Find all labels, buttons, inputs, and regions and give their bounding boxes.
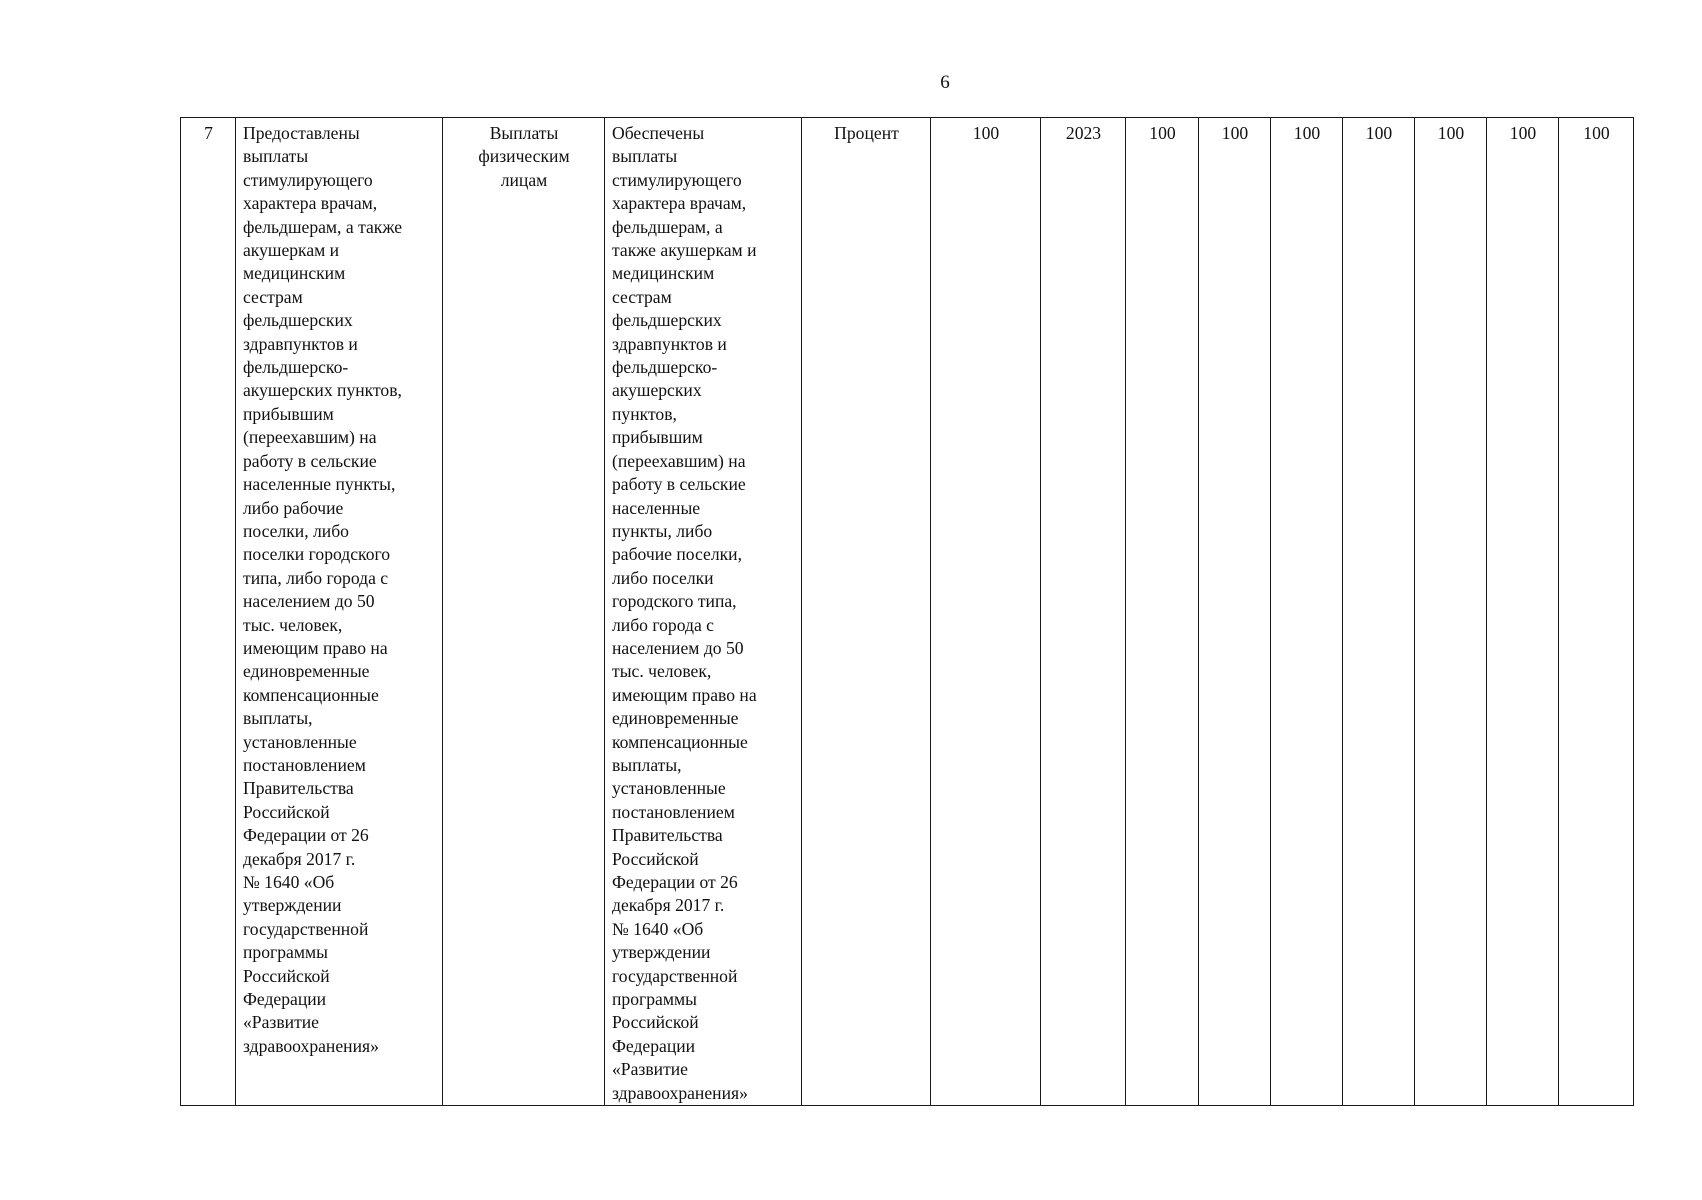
year-value-cell: 100 [1559, 118, 1634, 1106]
page-number: 6 [940, 72, 950, 93]
year-value-cell: 100 [1126, 118, 1199, 1106]
results-table [180, 117, 1634, 1106]
base-value-cell: 100 [931, 118, 1041, 1106]
unit-cell: Процент [802, 118, 931, 1106]
year-value-cell: 100 [1271, 118, 1343, 1106]
base-year-cell: 2023 [1041, 118, 1126, 1106]
year-value-cell: 100 [1487, 118, 1559, 1106]
result-type-cell: Выплаты физическим лицам [443, 118, 605, 1106]
year-value-cell: 100 [1343, 118, 1415, 1106]
table-row [181, 118, 1634, 1106]
year-value-cell: 100 [1199, 118, 1271, 1106]
row-index-cell: 7 [181, 118, 236, 1106]
result-name-cell: Предоставлены выплаты стимулирующего характера врачам, фельдшерам, а также акушеркам и медицинским сестрам фельдшерских здравпунктов и фельдшерско- акушерских пунктов, прибывшим (переехавшим) на работу в сельские населенные пункты, либо рабочие поселки, либо поселки городского типа, либо города с населением до 50 тыс. человек, имеющим право на единовременные компенсационные выплаты, установленные постановлением Правительства Российской Федерации от 26 декабря 2017 г. № 1640 «Об утверждении государственной программы Российской Федерации «Развитие здравоохранения» [236, 118, 443, 1106]
result-characteristic-cell: Обеспечены выплаты стимулирующего характера врачам, фельдшерам, а также акушеркам и медицинским сестрам фельдшерских здравпунктов и фельдшерско- акушерских пунктов, прибывшим (переехавшим) на работу в сельские населенные пункты, либо рабочие поселки, либо поселки городского типа, либо города с населением до 50 тыс. человек, имеющим право на единовременные компенсационные выплаты, установленные постановлением Правительства Российской Федерации от 26 декабря 2017 г. № 1640 «Об утверждении государственной программы Российской Федерации «Развитие здравоохранения» [605, 118, 802, 1106]
year-value-cell: 100 [1415, 118, 1487, 1106]
